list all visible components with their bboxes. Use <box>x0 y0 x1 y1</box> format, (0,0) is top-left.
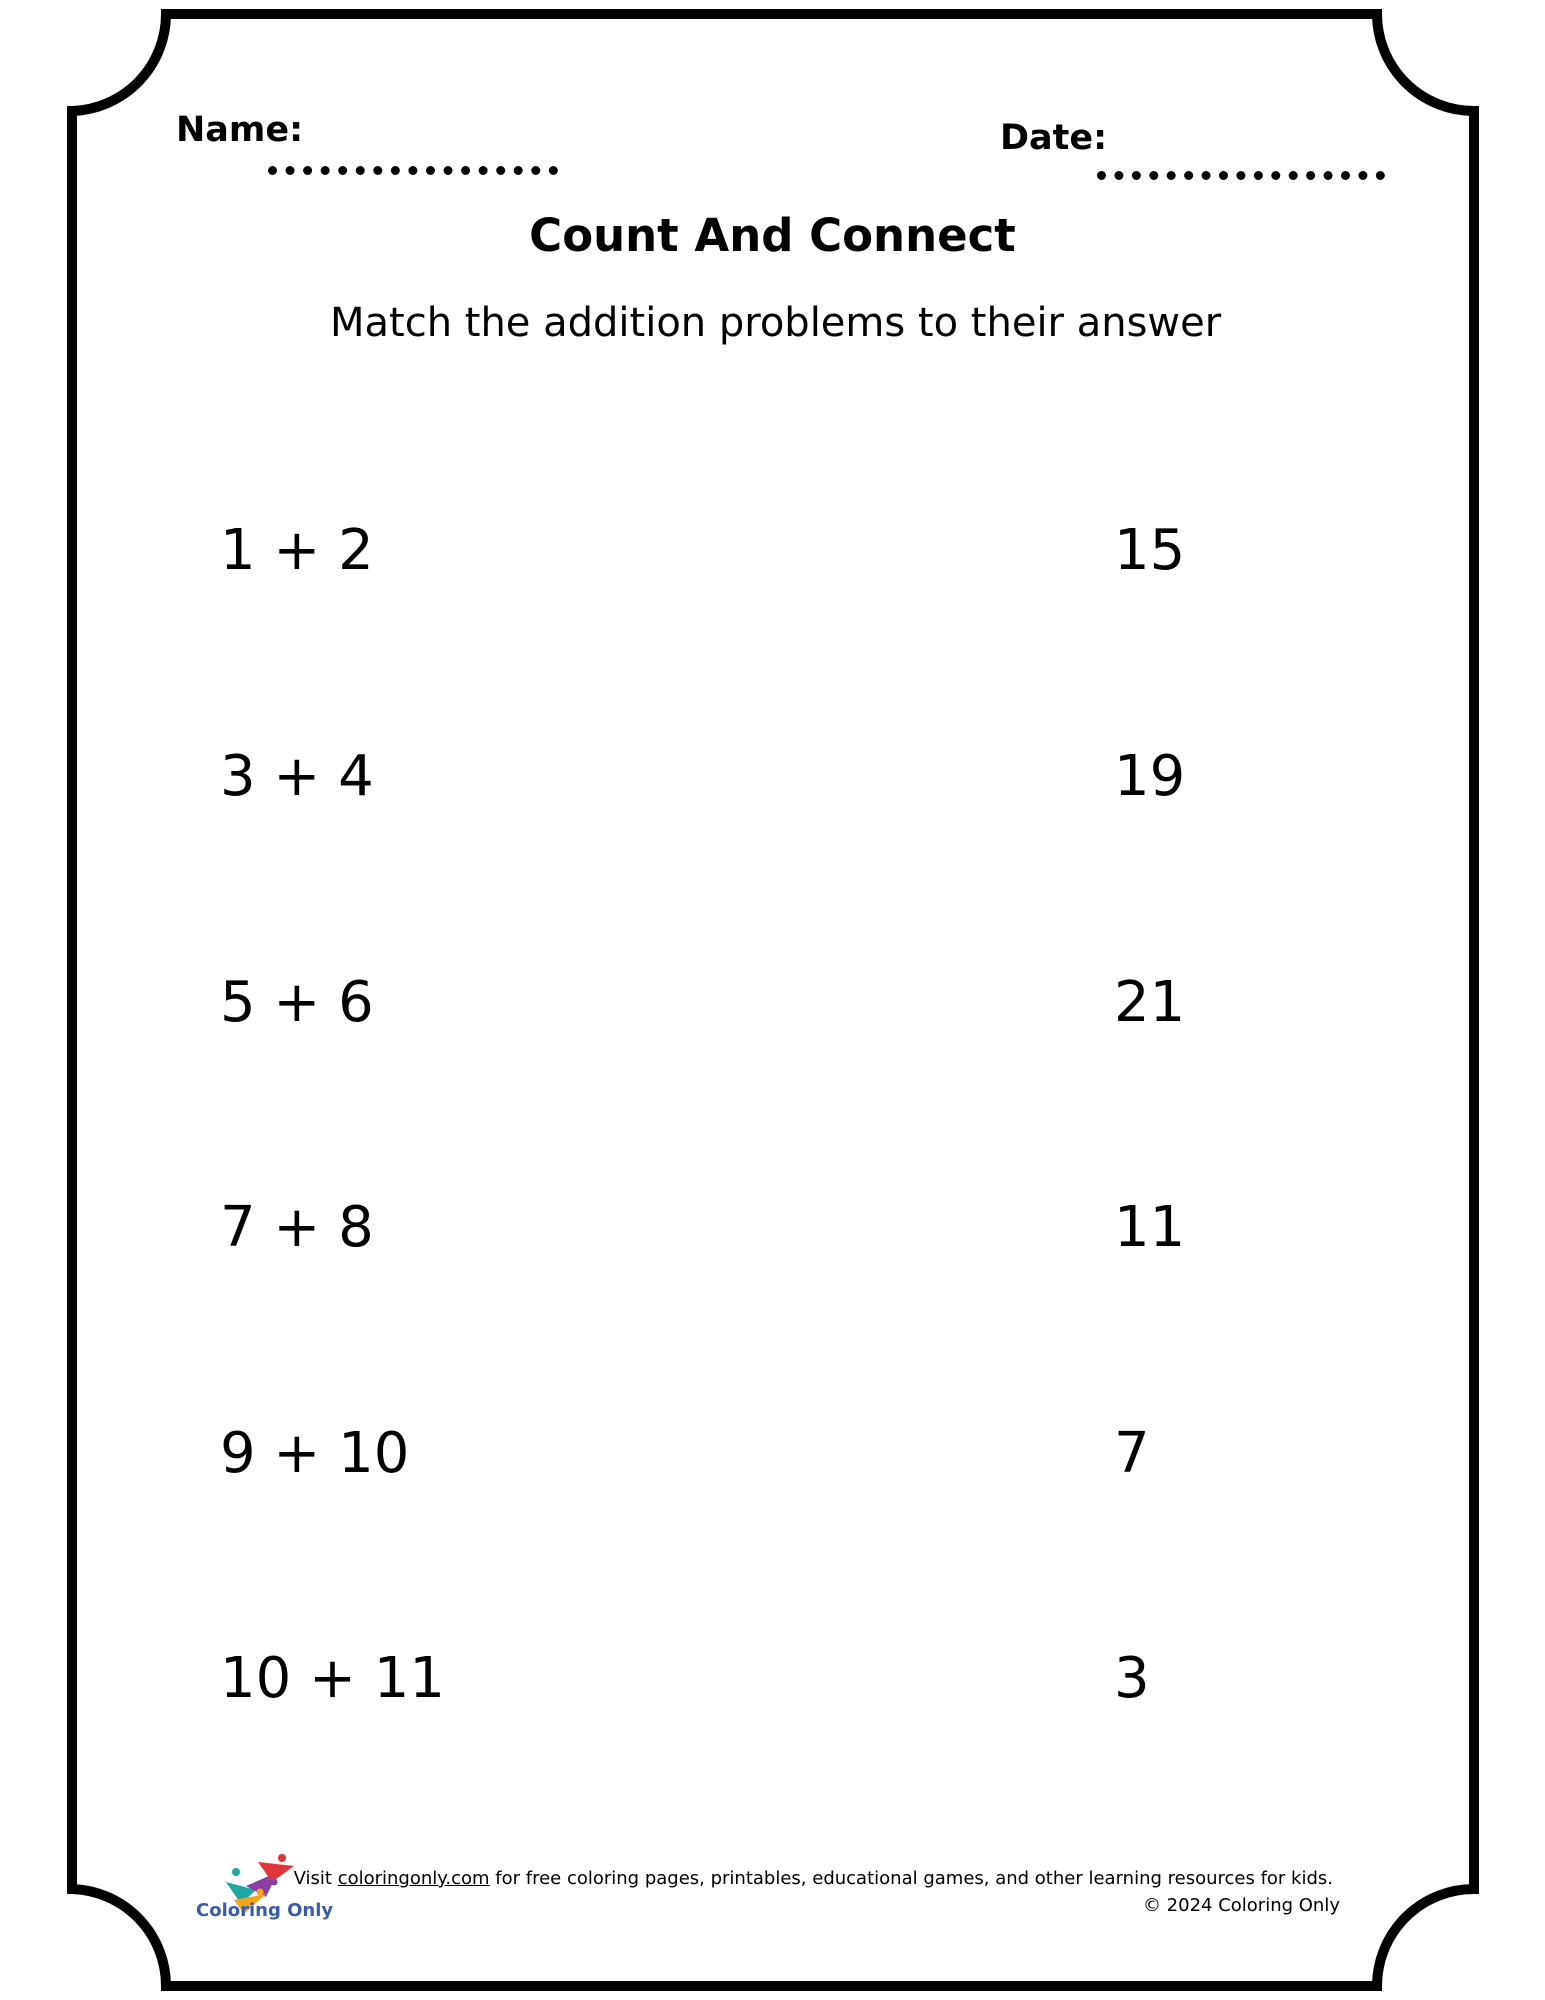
answer-item: 3 <box>1114 1646 1150 1711</box>
name-label: Name: <box>176 110 304 150</box>
problem-item: 10 + 11 <box>220 1646 446 1711</box>
problem-item: 3 + 4 <box>220 744 374 809</box>
answer-item: 7 <box>1114 1421 1150 1486</box>
answer-item: 19 <box>1114 744 1186 809</box>
footer-visit-suffix: for free coloring pages, printables, educational games, and other learning resources for kids. <box>489 1868 1333 1889</box>
date-label: Date: <box>1000 118 1108 158</box>
answer-item: 21 <box>1114 970 1186 1035</box>
answer-item: 11 <box>1114 1195 1186 1260</box>
problem-item: 7 + 8 <box>220 1195 374 1260</box>
date-line[interactable] <box>1097 171 1385 180</box>
problem-item: 1 + 2 <box>220 518 374 583</box>
answer-item: 15 <box>1114 518 1186 583</box>
copyright-text: © 2024 Coloring Only <box>1142 1895 1340 1916</box>
footer-visit-prefix: Visit <box>293 1868 338 1889</box>
worksheet-instructions: Match the addition problems to their answer <box>330 300 1222 346</box>
footer-visit-text <box>294 1868 1333 1889</box>
logo-text: Coloring Only <box>196 1900 334 1921</box>
name-line[interactable] <box>268 166 558 175</box>
problem-item: 5 + 6 <box>220 970 374 1035</box>
footer-site-link[interactable]: coloringonly.com <box>337 1868 490 1889</box>
worksheet-title: Count And Connect <box>529 209 1016 262</box>
problem-item: 9 + 10 <box>220 1421 410 1486</box>
